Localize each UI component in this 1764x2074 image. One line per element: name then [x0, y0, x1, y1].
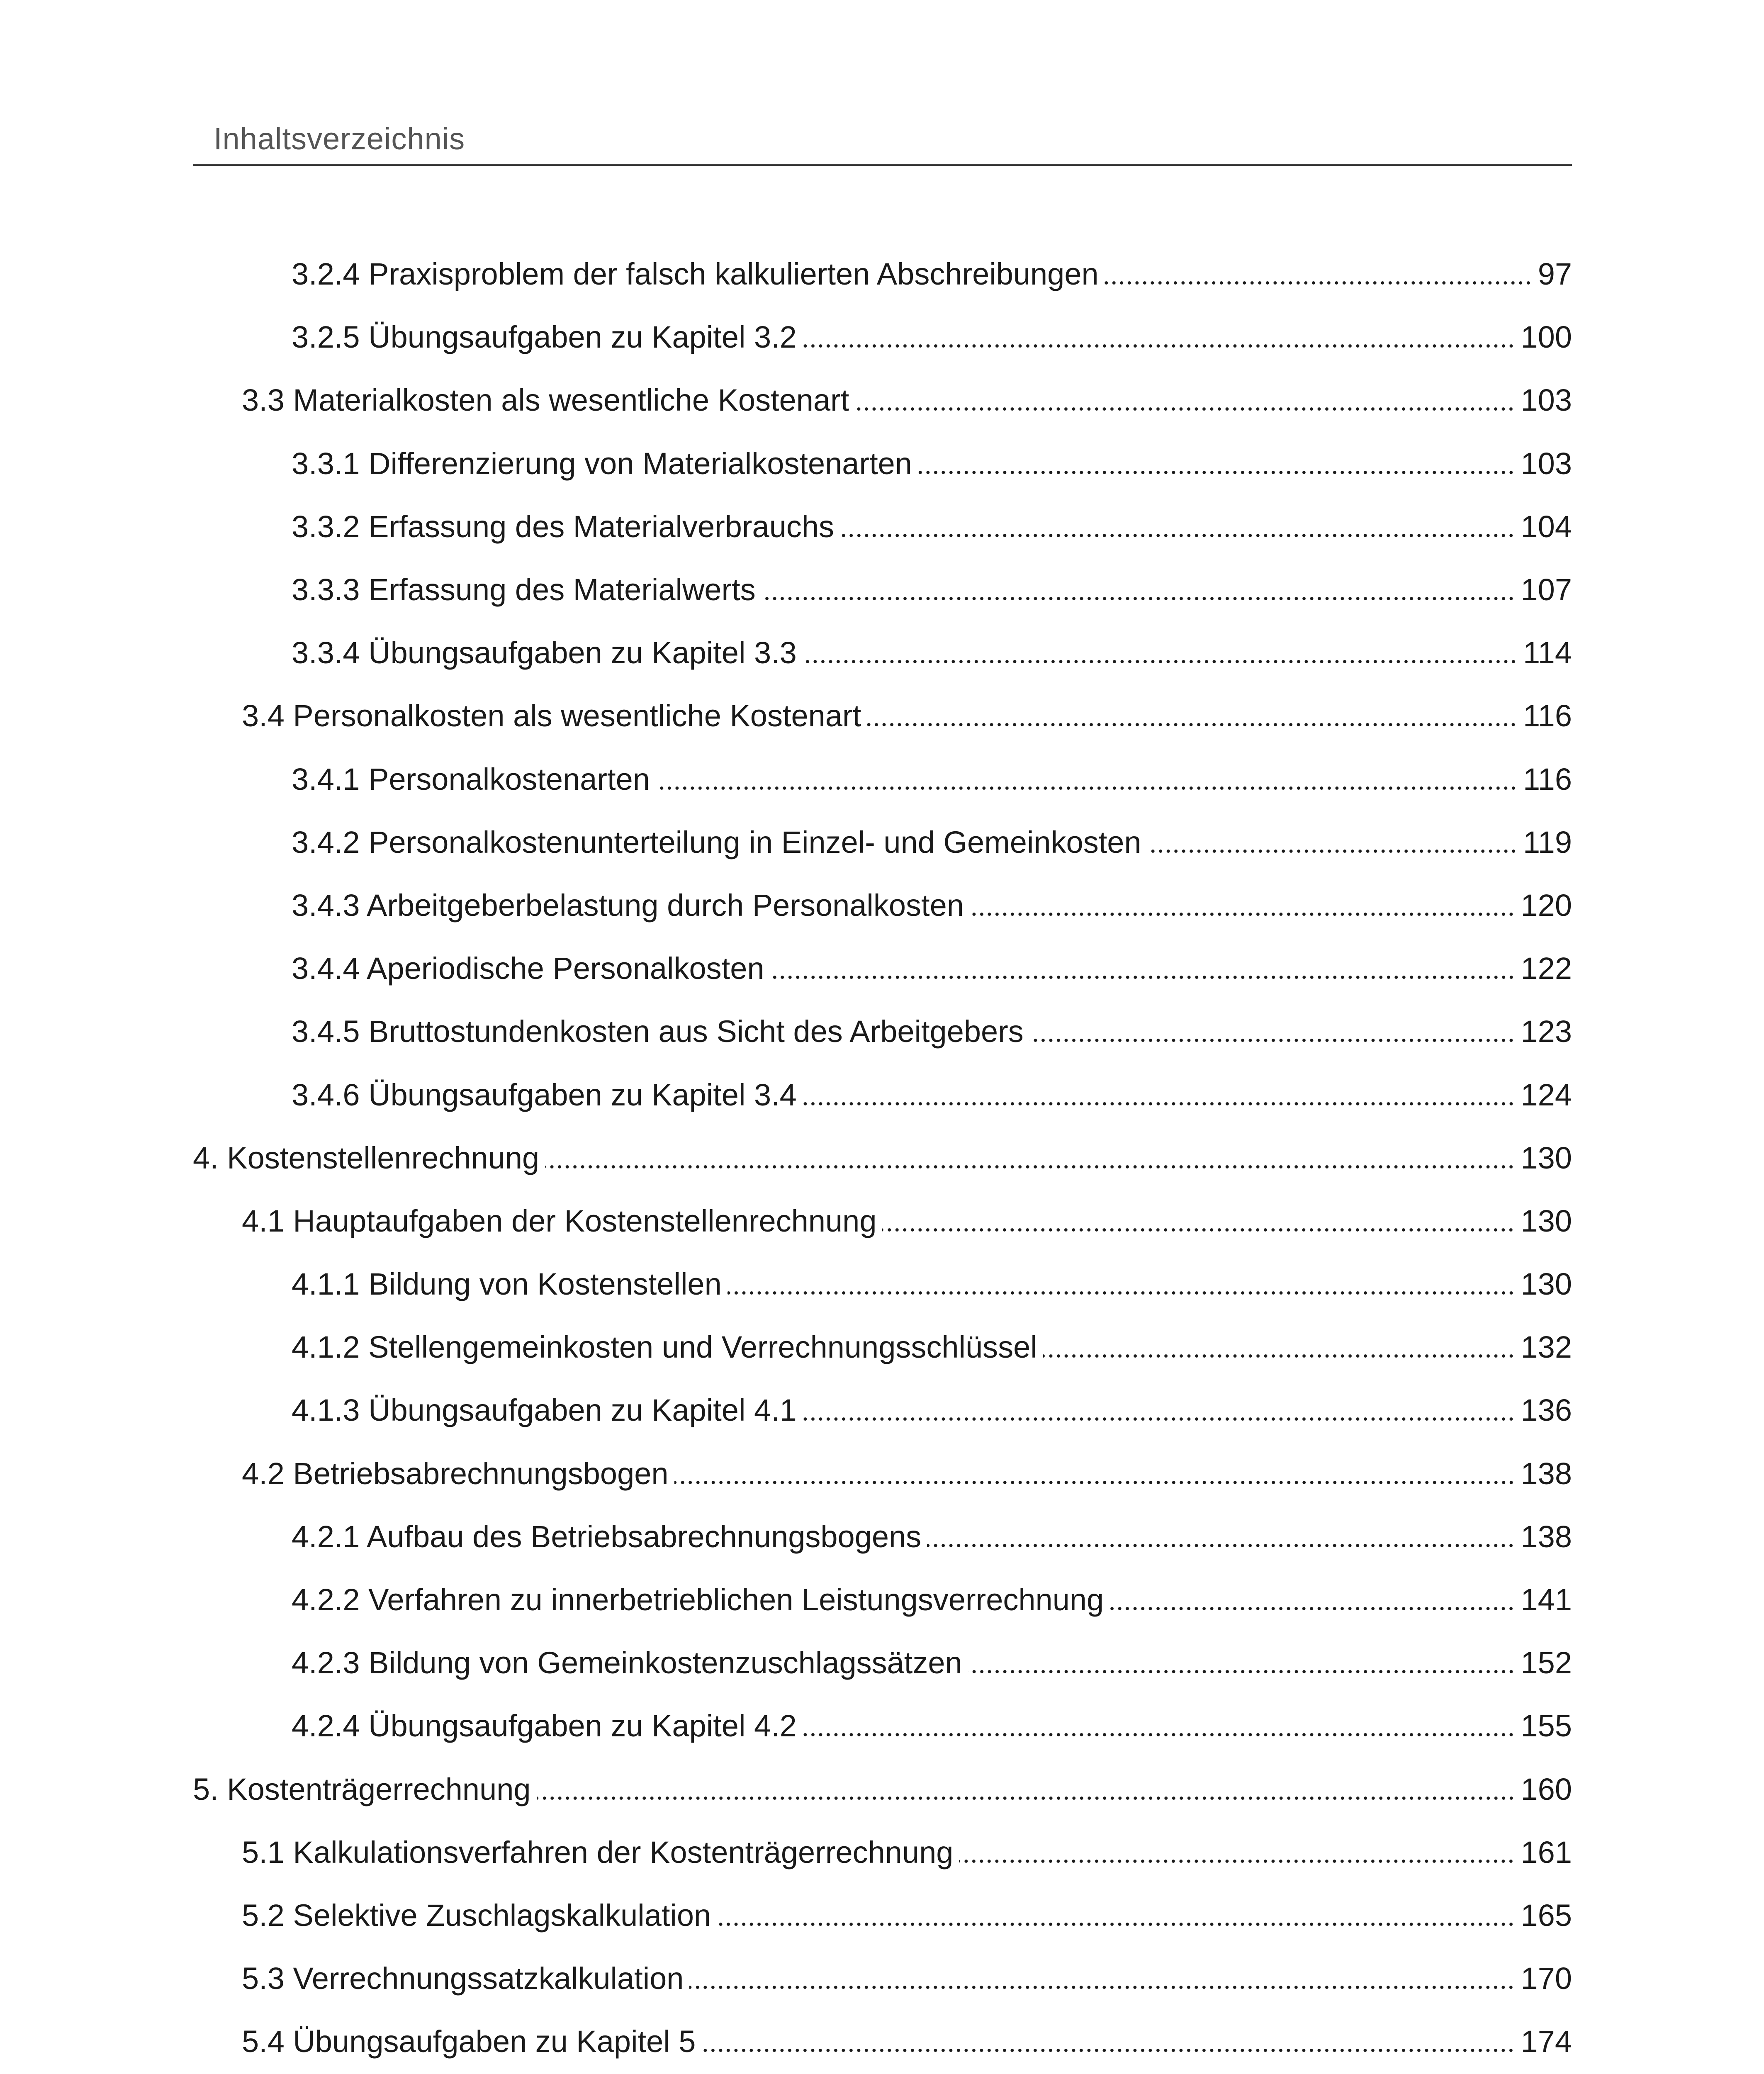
toc-entry-title: 4. Kostenstellenrechnung — [193, 1140, 540, 1175]
toc-entry-page-number: 103 — [1521, 446, 1572, 481]
dot-leader — [770, 974, 1515, 980]
toc-entry-page-number: 130 — [1521, 1267, 1572, 1302]
toc-entry-title: 5.4 Übungsaufgaben zu Kapitel 5 — [242, 2024, 696, 2059]
toc-entry[interactable] — [193, 1253, 1572, 1316]
toc-entry-title: 3.3.3 Erfassung des Materialwerts — [292, 572, 756, 607]
toc-entry[interactable] — [193, 1379, 1572, 1442]
dot-leader — [803, 659, 1517, 665]
running-header-title: Inhaltsverzeichnis — [214, 122, 465, 156]
dot-leader — [727, 1290, 1515, 1296]
toc-entry-page-number: 123 — [1521, 1014, 1572, 1049]
toc-entry[interactable] — [193, 495, 1572, 558]
toc-entry[interactable] — [193, 1947, 1572, 2010]
toc-entry-page-number: 141 — [1521, 1582, 1572, 1617]
toc-entry-title: 3.3 Materialkosten als wesentliche Kostenart — [242, 383, 849, 418]
toc-entry-title: 4.2.4 Übungsaufgaben zu Kapitel 4.2 — [292, 1709, 797, 1743]
toc-entry-page-number: 103 — [1521, 383, 1572, 418]
toc-entry[interactable] — [193, 1190, 1572, 1253]
toc-entry-title: 4.2 Betriebsabrechnungsbogen — [242, 1456, 669, 1491]
toc-entry-title: 4.1 Hauptaufgaben der Kostenstellenrechnung — [242, 1203, 877, 1238]
toc-entry[interactable] — [193, 1568, 1572, 1631]
toc-entry[interactable] — [193, 306, 1572, 369]
dot-leader — [968, 1669, 1515, 1675]
toc-entry-title: 3.3.4 Übungsaufgaben zu Kapitel 3.3 — [292, 635, 797, 670]
toc-entry-page-number: 122 — [1521, 951, 1572, 986]
toc-entry-title: 3.2.5 Übungsaufgaben zu Kapitel 3.2 — [292, 320, 797, 355]
toc-entry-page-number: 124 — [1521, 1077, 1572, 1112]
toc-entry-page-number: 161 — [1521, 1835, 1572, 1870]
dot-leader — [1109, 1606, 1515, 1611]
toc-entry[interactable] — [193, 1631, 1572, 1694]
dot-leader — [803, 1732, 1515, 1738]
dot-leader — [1043, 1353, 1515, 1359]
toc-entry-page-number: 114 — [1523, 635, 1572, 670]
toc-entry[interactable] — [193, 1694, 1572, 1758]
toc-entry-title: 4.2.1 Aufbau des Betriebsabrechnungsbogens — [292, 1519, 922, 1554]
toc-entry-title: 3.3.1 Differenzierung von Materialkostenarten — [292, 446, 912, 481]
toc-entry-page-number: 104 — [1521, 509, 1572, 544]
dot-leader — [970, 911, 1515, 917]
toc-entry-page-number: 138 — [1521, 1519, 1572, 1554]
toc-entry[interactable] — [193, 1127, 1572, 1190]
dot-leader — [701, 2047, 1515, 2053]
toc-entry[interactable] — [193, 1884, 1572, 1947]
toc-entry-title: 3.4.3 Arbeitgeberbelastung durch Personalkosten — [292, 888, 964, 923]
toc-entry-title: 4.1.3 Übungsaufgaben zu Kapitel 4.1 — [292, 1393, 797, 1428]
dot-leader — [656, 785, 1517, 791]
toc-entry-title: 3.4.1 Personalkostenarten — [292, 762, 650, 796]
dot-leader — [840, 533, 1515, 538]
toc-entry-page-number: 138 — [1521, 1456, 1572, 1491]
running-header — [193, 120, 1572, 166]
toc-entry[interactable] — [193, 748, 1572, 811]
toc-entry-page-number: 170 — [1521, 1961, 1572, 1996]
toc-entry[interactable] — [193, 1758, 1572, 1821]
toc-entry[interactable] — [193, 558, 1572, 621]
toc-entry-title: 3.2.4 Praxisproblem der falsch kalkulierten Abschreibungen — [292, 257, 1099, 292]
toc-entry-title: 5. Kostenträgerrechnung — [193, 1772, 531, 1806]
dot-leader — [803, 1416, 1515, 1422]
table-of-contents — [193, 243, 1572, 2074]
toc-entry-title: 3.4.4 Aperiodische Personalkosten — [292, 951, 764, 986]
toc-entry-title: 3.4 Personalkosten als wesentliche Kostenart — [242, 699, 861, 733]
dot-leader — [545, 1164, 1515, 1170]
toc-entry[interactable] — [193, 684, 1572, 747]
toc-entry-page-number: 152 — [1521, 1646, 1572, 1680]
toc-entry-title: 3.4.6 Übungsaufgaben zu Kapitel 3.4 — [292, 1077, 797, 1112]
toc-entry-title: 4.1.1 Bildung von Kostenstellen — [292, 1267, 722, 1302]
toc-entry-page-number: 165 — [1521, 1898, 1572, 1933]
dot-leader — [959, 1858, 1515, 1864]
toc-entry[interactable] — [193, 1063, 1572, 1126]
toc-entry-page-number: 130 — [1521, 1140, 1572, 1175]
toc-entry-title: 5.3 Verrechnungssatzkalkulation — [242, 1961, 684, 1996]
dot-leader — [918, 470, 1515, 475]
toc-entry[interactable] — [193, 874, 1572, 937]
toc-entry-page-number: 107 — [1521, 572, 1572, 607]
dot-leader — [674, 1480, 1515, 1485]
toc-entry-title: 4.1.2 Stellengemeinkosten und Verrechnungsschlüssel — [292, 1330, 1037, 1365]
toc-entry-page-number: 100 — [1521, 320, 1572, 355]
toc-entry-page-number: 160 — [1521, 1772, 1572, 1806]
toc-entry[interactable] — [193, 1442, 1572, 1505]
toc-entry-title: 5.1 Kalkulationsverfahren der Kostenträgerrechnung — [242, 1835, 954, 1870]
toc-entry[interactable] — [193, 432, 1572, 495]
toc-entry-title: 5.2 Selektive Zuschlagskalkulation — [242, 1898, 711, 1933]
dot-leader — [537, 1795, 1515, 1801]
toc-entry-title: 4.2.3 Bildung von Gemeinkostenzuschlagssätzen — [292, 1646, 962, 1680]
toc-entry-title: 3.4.5 Bruttostundenkosten aus Sicht des Arbeitgebers — [292, 1014, 1024, 1049]
dot-leader — [717, 1921, 1515, 1927]
toc-entry[interactable] — [193, 1316, 1572, 1379]
toc-entry-page-number: 120 — [1521, 888, 1572, 923]
toc-entry-page-number: 130 — [1521, 1203, 1572, 1238]
toc-entry-page-number: 136 — [1521, 1393, 1572, 1428]
toc-entry-page-number: 97 — [1538, 257, 1572, 292]
toc-entry[interactable] — [193, 1000, 1572, 1063]
toc-entry[interactable] — [193, 937, 1572, 1000]
dot-leader — [1105, 280, 1532, 286]
toc-entry[interactable] — [193, 621, 1572, 684]
toc-entry-title: 3.4.2 Personalkostenunterteilung in Einzel- und Gemeinkosten — [292, 825, 1141, 859]
dot-leader — [762, 596, 1515, 601]
dot-leader — [867, 722, 1517, 728]
toc-entry[interactable] — [193, 2010, 1572, 2073]
toc-entry-page-number: 132 — [1521, 1330, 1572, 1365]
toc-entry-page-number: 155 — [1521, 1709, 1572, 1743]
toc-entry-page-number: 116 — [1523, 699, 1572, 733]
toc-entry[interactable] — [193, 811, 1572, 874]
toc-entry-title: 4.2.2 Verfahren zu innerbetrieblichen Leistungsverrechnung — [292, 1582, 1104, 1617]
toc-entry-page-number: 119 — [1523, 825, 1572, 859]
dot-leader — [882, 1227, 1515, 1233]
toc-entry-page-number: 116 — [1523, 762, 1572, 796]
toc-entry[interactable] — [193, 1821, 1572, 1884]
dot-leader — [1029, 1037, 1515, 1043]
dot-leader — [803, 343, 1515, 349]
dot-leader — [855, 406, 1515, 412]
toc-entry[interactable] — [193, 1505, 1572, 1568]
toc-entry[interactable] — [193, 243, 1572, 306]
toc-entry[interactable] — [193, 369, 1572, 432]
toc-entry-page-number: 174 — [1521, 2024, 1572, 2059]
dot-leader — [803, 1101, 1515, 1107]
dot-leader — [689, 1984, 1515, 1990]
dot-leader — [1147, 848, 1517, 854]
toc-entry-title: 3.3.2 Erfassung des Materialverbrauchs — [292, 509, 835, 544]
dot-leader — [927, 1543, 1515, 1548]
